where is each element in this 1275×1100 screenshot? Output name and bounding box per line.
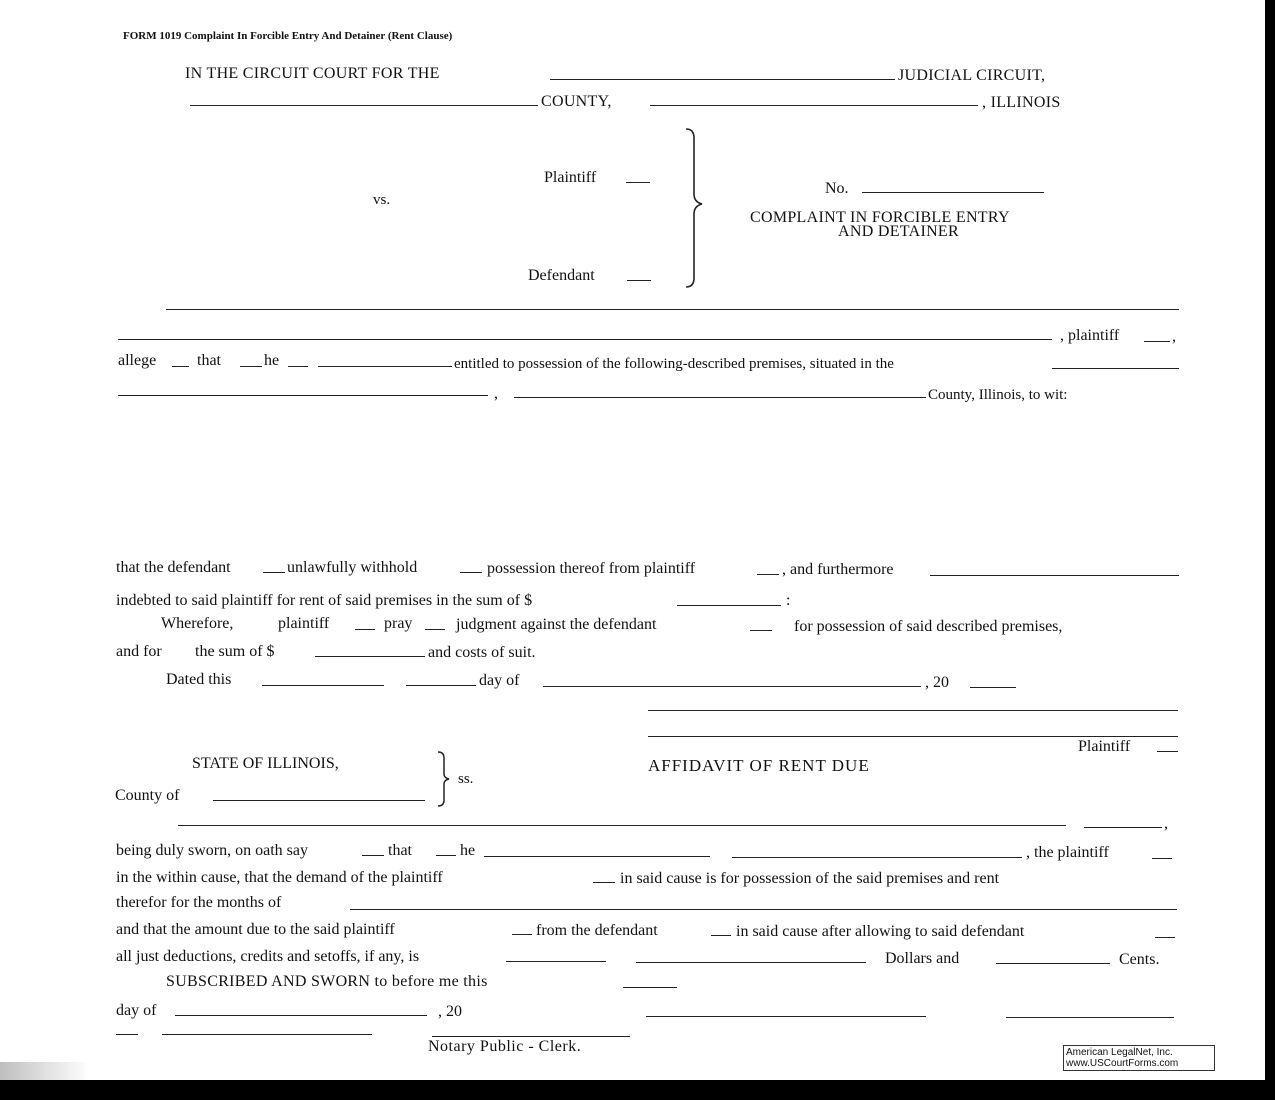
caption-brace-icon [680, 126, 710, 292]
cents-text: Cents. [1119, 951, 1160, 968]
location-blank-2[interactable] [514, 397, 926, 398]
judgment-text: judgment against the defendant [456, 616, 657, 633]
location-blank-1[interactable] [118, 395, 488, 396]
sworn-text: being duly sworn, on oath say [116, 842, 308, 859]
dollars-and-text: Dollars and [885, 950, 960, 967]
unlawfully-text: unlawfully withhold [287, 559, 418, 576]
scan-smudge [0, 1062, 90, 1080]
plaintiff-suffix-blank[interactable] [626, 182, 650, 183]
plaintiff-label: Plaintiff [544, 169, 597, 186]
the-plaintiff-suffix-blank[interactable] [1152, 858, 1172, 859]
comma: , [1172, 328, 1176, 345]
affiant-name-blank[interactable] [178, 825, 1066, 826]
dated-this-text: Dated this [166, 671, 232, 688]
notary-signature-blank-2[interactable] [432, 1036, 630, 1037]
allege-suffix-blank[interactable] [172, 366, 189, 367]
defendant-suffix-blank-2[interactable] [750, 630, 772, 631]
vs-label: vs. [373, 192, 391, 208]
affidavit-county-blank[interactable] [213, 800, 425, 801]
deductions-text: all just deductions, credits and setoffs, if any, is [116, 948, 420, 965]
subscribed-day-blank[interactable] [623, 987, 677, 988]
furthermore-text: , and furthermore [782, 561, 894, 578]
venue-brace-icon [435, 750, 453, 808]
he-word: he [264, 352, 280, 369]
that-word: that [197, 352, 221, 369]
signature-line-1[interactable] [648, 710, 1178, 711]
sum-text: the sum of $ [195, 643, 275, 660]
dated-month-blank[interactable] [543, 686, 921, 687]
defendant-plural-blank[interactable] [263, 572, 285, 573]
he-prefix-blank-2[interactable] [436, 855, 456, 856]
allege-word: allege [118, 352, 157, 369]
say-suffix-blank[interactable] [362, 855, 384, 856]
he-prefix-blank[interactable] [240, 366, 262, 367]
after-allowing-text: in said cause after allowing to said defendant [736, 923, 1025, 940]
affidavit-day-of: day of [116, 1002, 157, 1019]
affidavit-state: STATE OF ILLINOIS, [192, 755, 339, 772]
cents-blank[interactable] [996, 963, 1110, 964]
publisher-stamp [1063, 1045, 1215, 1071]
signature-plaintiff-suffix-blank[interactable] [1157, 751, 1178, 752]
rent-amount-blank[interactable] [677, 605, 781, 606]
is-are-blank[interactable] [318, 366, 452, 367]
notary-signature-blank[interactable] [162, 1034, 372, 1035]
dated-year-blank[interactable] [970, 687, 1016, 688]
demand-suffix-blank[interactable] [593, 882, 615, 883]
the-plaintiff-text: , the plaintiff [1026, 844, 1109, 861]
county-name-blank-2[interactable] [650, 105, 978, 106]
case-number-blank[interactable] [862, 192, 1044, 193]
year-prefix: , 20 [925, 674, 949, 691]
he-word-2: he [460, 842, 476, 859]
court-line-prefix: IN THE CIRCUIT COURT FOR THE [185, 65, 440, 82]
plaintiff-names-blank[interactable] [118, 339, 1052, 340]
dollars-words-blank[interactable] [506, 961, 606, 962]
affidavit-title: AFFIDAVIT OF RENT DUE [648, 756, 870, 775]
day-of-text: day of [479, 672, 520, 689]
he-suffix-blank[interactable] [288, 366, 308, 367]
signature-line-2[interactable] [648, 736, 1178, 737]
affidavit-month-blank[interactable] [175, 1015, 427, 1016]
signature-plaintiff-label: Plaintiff [1078, 738, 1131, 755]
notary-label: Notary Public - Clerk. [428, 1038, 582, 1055]
months-blank[interactable] [350, 909, 1177, 910]
possession-premises: for possession of said described premises, [794, 618, 1063, 635]
affiant-name-blank-2[interactable] [1084, 827, 1162, 828]
pray-suffix-blank[interactable] [425, 629, 445, 630]
therefor-text: therefor for the months of [116, 894, 282, 911]
from-defendant-suffix-blank[interactable] [711, 935, 731, 936]
affidavit-extra-blank[interactable] [646, 1016, 926, 1017]
costs-text: and costs of suit. [428, 644, 536, 661]
court-line-suffix: JUDICIAL CIRCUIT, [898, 67, 1046, 84]
furthermore-blank[interactable] [930, 575, 1179, 576]
amount-due-text: and that the amount due to the said plaintiff [116, 921, 395, 938]
defendant-suffix-blank[interactable] [627, 280, 651, 281]
affidavit-year-prefix: , 20 [438, 1003, 462, 1020]
dated-day-blank[interactable] [262, 685, 384, 686]
doc-title-line2: AND DETAINER [838, 223, 959, 240]
county-name-blank[interactable] [190, 105, 538, 106]
affiant-comma: , [1164, 815, 1168, 832]
dollars-amount-blank[interactable] [636, 962, 866, 963]
county-label: COUNTY, [541, 93, 612, 110]
indebted-text: indebted to said plaintiff for rent of said premises in the sum of $ [116, 592, 533, 609]
and-for-text: and for [116, 643, 162, 660]
affiant-role-blank-2[interactable] [732, 857, 1022, 858]
said-cause-text: in said cause is for possession of the said premises and rent [620, 870, 1000, 887]
judgment-sum-blank[interactable] [315, 656, 425, 657]
affiant-role-blank[interactable] [484, 856, 710, 857]
plaintiff-plural-blank[interactable] [1144, 341, 1170, 342]
entitled-text: entitled to possession of the following-described premises, situated in the [454, 356, 894, 372]
dated-day-blank-2[interactable] [406, 685, 476, 686]
amount-plaintiff-suffix-blank[interactable] [512, 934, 532, 935]
within-cause-text: in the within cause, that the demand of the plaintiff [116, 869, 443, 886]
wherefore-text: Wherefore, [161, 615, 234, 632]
subscribed-text: SUBSCRIBED AND SWORN to before me this [166, 973, 488, 990]
affidavit-county-of: County of [115, 787, 180, 804]
state-label: , ILLINOIS [982, 94, 1061, 111]
notary-prefix-blank[interactable] [116, 1034, 138, 1035]
plaintiff-suffix-blank-2[interactable] [757, 574, 779, 575]
colon: : [786, 592, 791, 609]
affidavit-extra-blank-2[interactable] [1006, 1017, 1174, 1018]
defendant-text: that the defendant [116, 559, 231, 576]
after-allowing-suffix-blank[interactable] [1155, 937, 1175, 938]
doc-title-line1: COMPLAINT IN FORCIBLE ENTRY [750, 209, 1010, 226]
caption-divider [166, 309, 1179, 310]
plaintiff-word-2: plaintiff [278, 615, 330, 632]
that-word-2: that [388, 842, 412, 859]
county-wit: County, Illinois, to wit: [928, 387, 1068, 403]
judicial-circuit-blank[interactable] [550, 79, 895, 80]
possession-text: possession thereof from plaintiff [487, 560, 696, 577]
plaintiff-suffix-blank-3[interactable] [355, 629, 375, 630]
withhold-suffix-blank[interactable] [460, 572, 482, 573]
stamp-line1: American LegalNet, Inc. [1066, 1047, 1173, 1058]
pray-text: pray [384, 615, 413, 632]
defendant-label: Defendant [528, 267, 595, 284]
from-defendant-text: from the defendant [536, 922, 658, 939]
stamp-line2: www.USCourtForms.com [1066, 1058, 1179, 1069]
comma2: , [494, 385, 498, 402]
situated-in-blank[interactable] [1052, 368, 1179, 369]
ss-label: ss. [458, 771, 474, 787]
plaintiff-word: , plaintiff [1060, 327, 1120, 344]
case-no-label: No. [825, 180, 849, 197]
form-title: FORM 1019 Complaint In Forcible Entry And Detainer (Rent Clause) [123, 30, 453, 42]
